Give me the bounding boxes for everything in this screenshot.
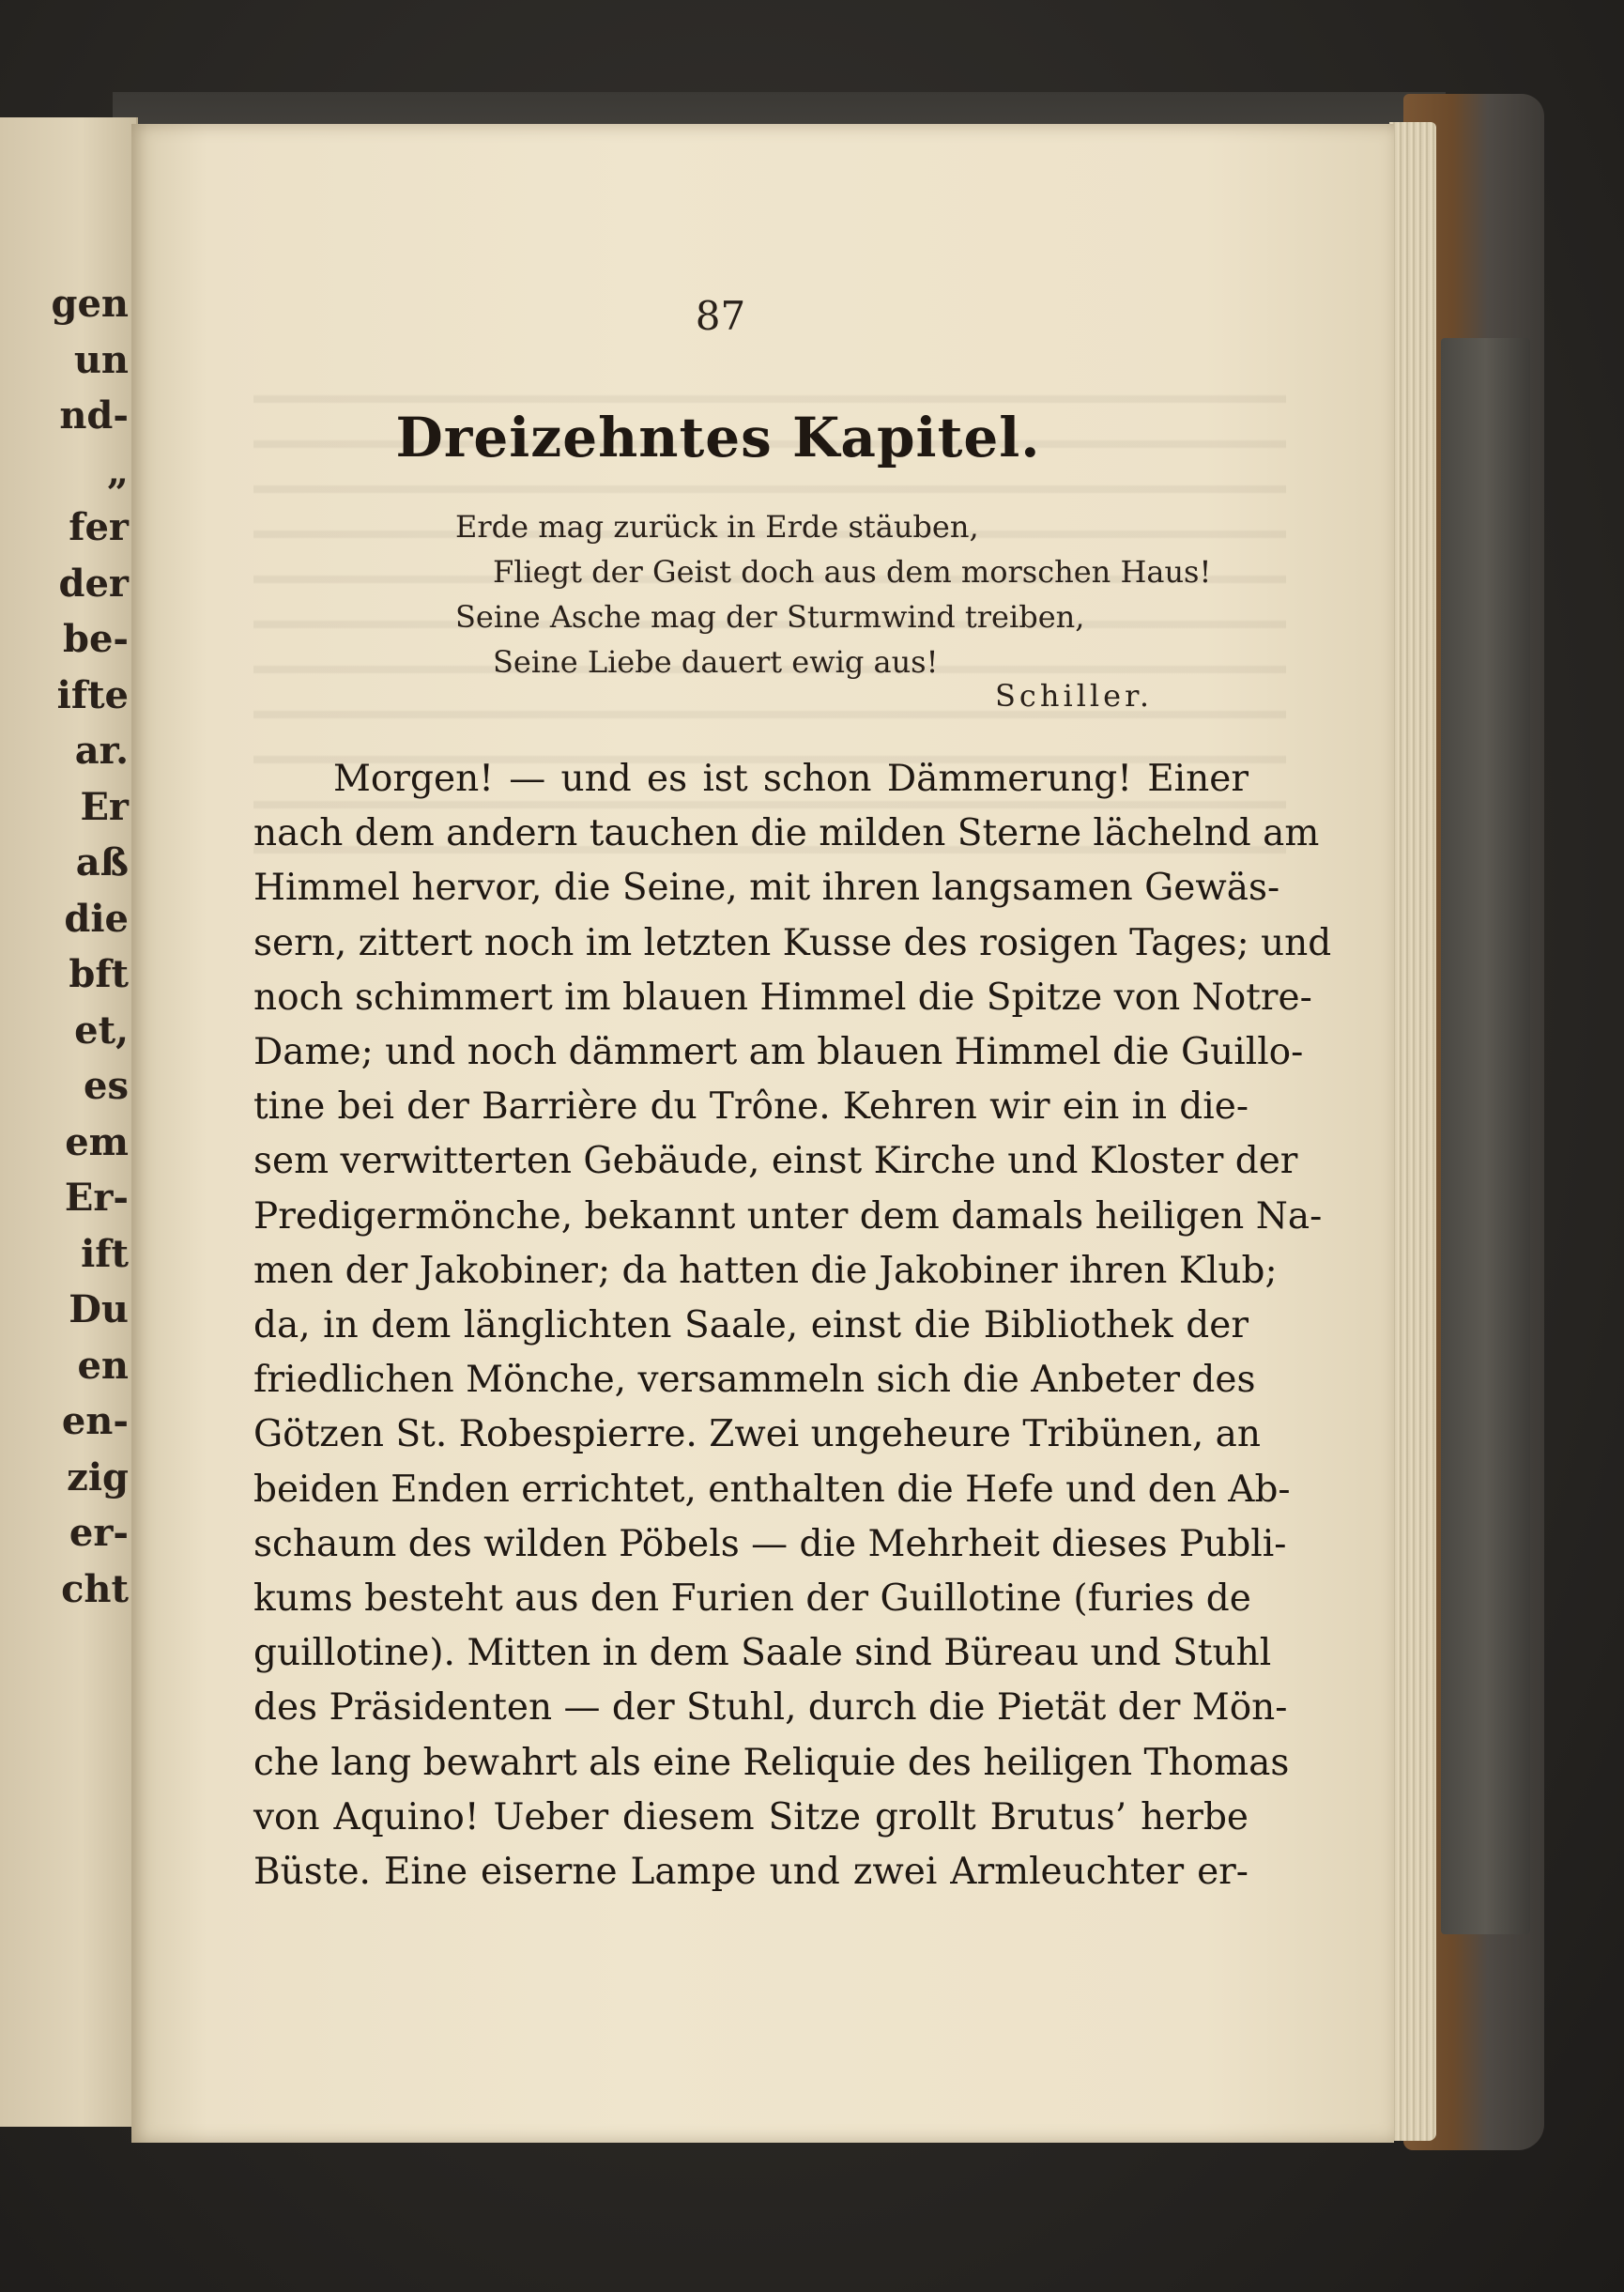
body-line: friedlichen Mönche, versammeln sich die Anbeter des <box>253 1359 1256 1402</box>
left-page-fragment: un <box>73 337 129 382</box>
left-page-fragment: ift <box>81 1231 129 1276</box>
left-page-fragment: der <box>58 561 129 606</box>
epigraph-line-3: Seine Asche mag der Sturmwind treiben, <box>455 599 1085 635</box>
left-page-fragment: „ <box>106 449 129 494</box>
body-line: beiden Enden errichtet, enthalten die Hefe und den Ab- <box>253 1468 1291 1511</box>
body-line: Götzen St. Robespierre. Zwei ungeheure Tribünen, an <box>253 1413 1262 1456</box>
body-line: tine bei der Barrière du Trône. Kehren wir ein in die- <box>253 1085 1249 1129</box>
body-line: von Aquino! Ueber diesem Sitze grollt Brutus’ herbe <box>253 1795 1249 1838</box>
body-line: che lang bewahrt als eine Reliquie des heiligen Thomas <box>253 1741 1290 1784</box>
body-line: nach dem andern tauchen die milden Sterne lächelnd am <box>253 812 1320 855</box>
page-number: 87 <box>695 293 746 339</box>
left-page-fragment: bft <box>69 952 129 996</box>
body-line: schaum des wilden Pöbels — die Mehrheit dieses Publi- <box>253 1522 1287 1565</box>
left-page-fragment: en <box>77 1343 129 1388</box>
left-page-fragment: Du <box>69 1287 129 1331</box>
right-page <box>131 124 1394 2143</box>
left-page-fragment: em <box>65 1119 129 1164</box>
left-page-fragment: es <box>84 1064 129 1108</box>
left-page-fragment: er- <box>69 1511 129 1555</box>
left-page-fragment: gen <box>51 282 129 326</box>
epigraph-line-2: Fliegt der Geist doch aus dem morschen Haus! <box>493 554 1212 590</box>
body-line: Dame; und noch dämmert am blauen Himmel die Guillo- <box>253 1031 1304 1073</box>
body-line: sern, zittert noch im letzten Kusse des rosigen Tages; und <box>253 921 1332 964</box>
body-line: Morgen! — und es ist schon Dämmerung! Einer <box>333 758 1249 800</box>
body-line: kums besteht aus den Furien der Guillotine (furies de <box>253 1577 1251 1620</box>
left-page-fragment: die <box>64 896 129 941</box>
body-line: sem verwitterten Gebäude, einst Kirche und Kloster der <box>253 1140 1298 1183</box>
left-page-fragment: cht <box>61 1566 129 1611</box>
left-page-fragment: be- <box>62 617 129 661</box>
left-page <box>0 117 138 2127</box>
left-page-fragment: fer <box>69 505 129 549</box>
body-line: Himmel hervor, die Seine, mit ihren langsamen Gewäs- <box>253 867 1280 910</box>
epigraph-author: Schiller. <box>995 678 1154 714</box>
left-page-fragment: ifte <box>56 672 129 717</box>
body-line: des Präsidenten — der Stuhl, durch die Pietät der Mön- <box>253 1686 1288 1730</box>
leather-spine-patch <box>1441 338 1530 1934</box>
left-page-fragment: ar. <box>74 729 129 773</box>
left-page-fragment: nd- <box>59 393 129 438</box>
epigraph-line-4: Seine Liebe dauert ewig aus! <box>493 644 939 680</box>
body-line: guillotine). Mitten in dem Saale sind Büreau und Stuhl <box>253 1632 1272 1675</box>
body-line: men der Jakobiner; da hatten die Jakobiner ihren Klub; <box>253 1249 1278 1292</box>
left-page-fragment: Er <box>80 784 129 829</box>
body-line: Büste. Eine eiserne Lampe und zwei Armleuchter er- <box>253 1851 1249 1893</box>
body-line: Predigermönche, bekannt unter dem damals heiligen Na- <box>253 1194 1323 1238</box>
body-line: noch schimmert im blauen Himmel die Spitze von Notre- <box>253 976 1312 1019</box>
page-stack-edge <box>1389 122 1436 2141</box>
body-line: da, in dem länglichten Saale, einst die Bibliothek der <box>253 1304 1249 1346</box>
epigraph-line-1: Erde mag zurück in Erde stäuben, <box>455 509 979 545</box>
left-page-fragment: aß <box>75 840 129 884</box>
left-page-fragment: et, <box>74 1008 129 1053</box>
left-page-fragment: zig <box>67 1454 129 1500</box>
left-page-fragment: en- <box>61 1399 129 1443</box>
chapter-title: Dreizehntes Kapitel. <box>395 406 1041 469</box>
left-page-fragment: Er- <box>64 1176 129 1220</box>
